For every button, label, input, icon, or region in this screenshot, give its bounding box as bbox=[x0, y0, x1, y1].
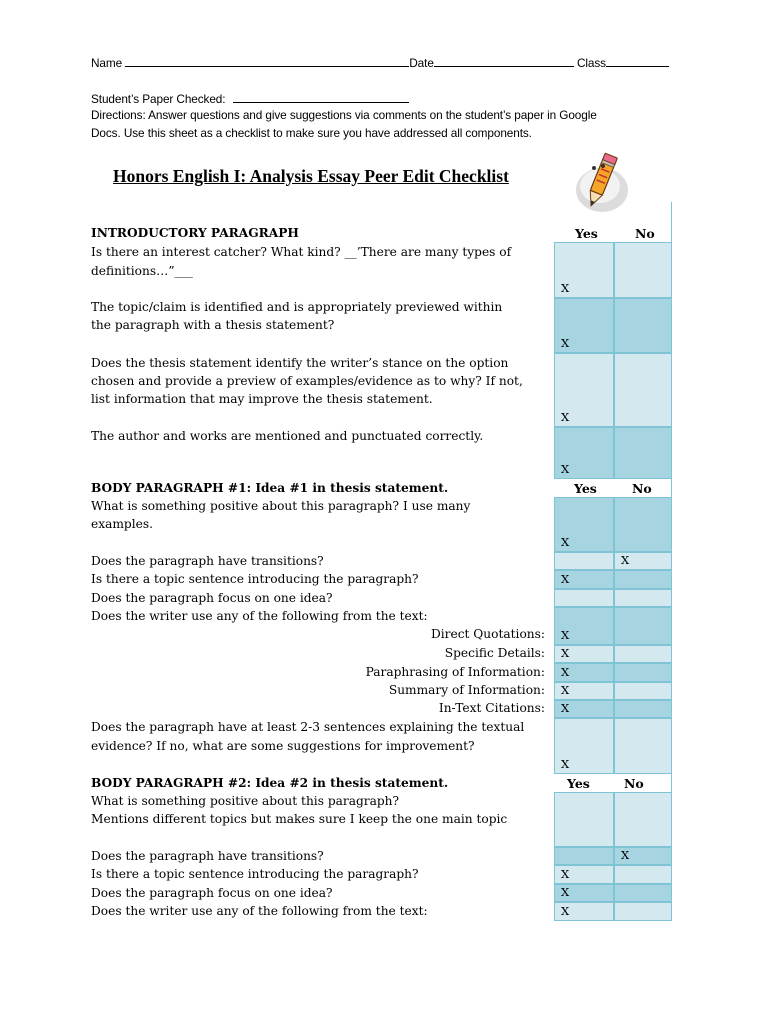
intro-q4: The author and works are mentioned and punctuated correctly. bbox=[91, 429, 484, 443]
check-mark: X bbox=[561, 665, 570, 679]
body1-yes-header: Yes bbox=[574, 481, 597, 496]
body1-sub2: Specific Details: bbox=[444, 646, 545, 660]
body2-q2-yes-cell[interactable] bbox=[554, 847, 614, 865]
body1-sub5-yes-cell[interactable] bbox=[554, 700, 614, 718]
date-blank[interactable] bbox=[434, 55, 574, 67]
paper-checked-blank[interactable] bbox=[233, 91, 409, 103]
body1-q3-no-cell[interactable] bbox=[614, 570, 672, 589]
body2-q5-yes-cell[interactable] bbox=[554, 902, 614, 921]
check-mark: X bbox=[621, 553, 630, 567]
body1-sub1-yes-cell[interactable] bbox=[554, 607, 614, 645]
body2-q3: Is there a topic sentence introducing the paragraph? bbox=[91, 867, 419, 881]
body1-sub4-no-cell[interactable] bbox=[614, 682, 672, 700]
body1-sub4-yes-cell[interactable] bbox=[554, 682, 614, 700]
intro-q1-line1: Is there an interest catcher? What kind? __’There are many types of bbox=[91, 245, 512, 259]
body1-q1-line2: examples. bbox=[91, 517, 153, 531]
body1-sub5-no-cell[interactable] bbox=[614, 700, 672, 718]
intro-q2-no-cell[interactable] bbox=[614, 298, 672, 353]
body2-q1-line1: What is something positive about this paragraph? bbox=[91, 794, 400, 808]
check-mark: X bbox=[561, 281, 570, 295]
body1-q2-no-cell[interactable] bbox=[614, 552, 672, 570]
body1-sub3: Paraphrasing of Information: bbox=[365, 665, 545, 679]
check-mark: X bbox=[561, 683, 570, 697]
intro-q3-line3: list information that may improve the thesis statement. bbox=[91, 392, 433, 406]
body1-sub1-no-cell[interactable] bbox=[614, 607, 672, 645]
table-top-border bbox=[671, 202, 672, 242]
intro-yes-header: Yes bbox=[575, 226, 598, 241]
check-mark: X bbox=[561, 646, 570, 660]
intro-q4-yes-cell[interactable] bbox=[554, 427, 614, 479]
body1-q4-yes-cell[interactable] bbox=[554, 589, 614, 607]
intro-q1-no-cell[interactable] bbox=[614, 242, 672, 298]
body1-q3: Is there a topic sentence introducing the paragraph? bbox=[91, 572, 419, 586]
name-line bbox=[91, 55, 669, 70]
body2-q3-yes-cell[interactable] bbox=[554, 865, 614, 884]
body2-q5: Does the writer use any of the following from the text: bbox=[91, 904, 428, 918]
body1-q3-yes-cell[interactable] bbox=[554, 570, 614, 589]
body1-q6-yes-cell[interactable] bbox=[554, 718, 614, 774]
check-mark: X bbox=[561, 535, 570, 549]
body1-q1-line1: What is something positive about this paragraph? I use many bbox=[91, 499, 471, 513]
pencil-clipart-icon bbox=[570, 146, 630, 216]
body2-q2-no-cell[interactable] bbox=[614, 847, 672, 865]
check-mark: X bbox=[561, 462, 570, 476]
check-mark: X bbox=[561, 572, 570, 586]
class-label: Class bbox=[576, 56, 606, 70]
body2-q1-yes-cell[interactable] bbox=[554, 792, 614, 847]
intro-q3-line1: Does the thesis statement identify the writer’s stance on the option bbox=[91, 356, 509, 370]
intro-q1-yes-cell[interactable] bbox=[554, 242, 614, 298]
intro-q2-line1: The topic/claim is identified and is appropriately previewed within bbox=[91, 300, 503, 314]
body1-sub5: In-Text Citations: bbox=[438, 701, 545, 715]
body1-sub1: Direct Quotations: bbox=[431, 627, 545, 641]
date-label: Date bbox=[409, 56, 434, 70]
body1-q5: Does the writer use any of the following from the text: bbox=[91, 609, 428, 623]
body2-no-header: No bbox=[624, 776, 644, 791]
body2-header-border bbox=[671, 774, 672, 792]
body2-q4-yes-cell[interactable] bbox=[554, 884, 614, 902]
body1-q6-line2: evidence? If no, what are some suggestions for improvement? bbox=[91, 739, 475, 753]
intro-q3-line2: chosen and provide a preview of examples/evidence as to why? If not, bbox=[91, 374, 523, 388]
name-label: Name bbox=[91, 56, 123, 70]
check-mark: X bbox=[561, 904, 570, 918]
body2-q1-line2: Mentions different topics but makes sure I keep the one main topic bbox=[91, 812, 508, 826]
check-mark: X bbox=[621, 848, 630, 862]
body1-no-header: No bbox=[632, 481, 652, 496]
check-mark: X bbox=[561, 701, 570, 715]
check-mark: X bbox=[561, 757, 570, 771]
body1-heading: BODY PARAGRAPH #1: Idea #1 in thesis statement. bbox=[91, 481, 449, 495]
body1-q2-yes-cell[interactable] bbox=[554, 552, 614, 570]
body1-sub3-yes-cell[interactable] bbox=[554, 663, 614, 682]
intro-q3-no-cell[interactable] bbox=[614, 353, 672, 427]
body2-yes-header: Yes bbox=[567, 776, 590, 791]
intro-no-header: No bbox=[635, 226, 655, 241]
body2-q4: Does the paragraph focus on one idea? bbox=[91, 886, 333, 900]
intro-q2-yes-cell[interactable] bbox=[554, 298, 614, 353]
check-mark: X bbox=[561, 867, 570, 881]
check-mark: X bbox=[561, 410, 570, 424]
body2-q3-no-cell[interactable] bbox=[614, 865, 672, 884]
body1-q1-yes-cell[interactable] bbox=[554, 497, 614, 552]
body1-sub2-no-cell[interactable] bbox=[614, 645, 672, 663]
page-title: Honors English I: Analysis Essay Peer Edit Checklist bbox=[113, 166, 509, 186]
intro-q1-line2: definitions…”___ bbox=[91, 264, 193, 278]
intro-q2-line2: the paragraph with a thesis statement? bbox=[91, 318, 335, 332]
check-mark: X bbox=[561, 885, 570, 899]
body1-q4-no-cell[interactable] bbox=[614, 589, 672, 607]
body1-header-border bbox=[671, 479, 672, 497]
body1-q4: Does the paragraph focus on one idea? bbox=[91, 591, 333, 605]
intro-heading: INTRODUCTORY PARAGRAPH bbox=[91, 226, 299, 240]
body2-q4-no-cell[interactable] bbox=[614, 884, 672, 902]
body1-q1-no-cell[interactable] bbox=[614, 497, 672, 552]
check-mark: X bbox=[561, 336, 570, 350]
paper-checked-line bbox=[91, 91, 409, 106]
check-mark: X bbox=[561, 628, 570, 642]
directions-line-1: Directions: Answer questions and give suggestions via comments on the student’s paper in Google bbox=[91, 108, 597, 122]
body1-q6-no-cell[interactable] bbox=[614, 718, 672, 774]
intro-q4-no-cell[interactable] bbox=[614, 427, 672, 479]
body2-q2: Does the paragraph have transitions? bbox=[91, 849, 324, 863]
body1-sub4: Summary of Information: bbox=[388, 683, 545, 697]
intro-q3-yes-cell[interactable] bbox=[554, 353, 614, 427]
body2-q5-no-cell[interactable] bbox=[614, 902, 672, 921]
body2-q1-no-cell[interactable] bbox=[614, 792, 672, 847]
name-blank[interactable] bbox=[125, 55, 409, 67]
body1-q6-line1: Does the paragraph have at least 2-3 sentences explaining the textual bbox=[91, 720, 525, 734]
body1-q2: Does the paragraph have transitions? bbox=[91, 554, 324, 568]
directions-line-2: Docs. Use this sheet as a checklist to make sure you have addressed all components. bbox=[91, 126, 532, 140]
body1-sub3-no-cell[interactable] bbox=[614, 663, 672, 682]
paper-checked-label: Student’s Paper Checked: bbox=[91, 92, 226, 106]
body1-sub2-yes-cell[interactable] bbox=[554, 645, 614, 663]
class-blank[interactable] bbox=[606, 55, 669, 67]
body2-heading: BODY PARAGRAPH #2: Idea #2 in thesis statement. bbox=[91, 776, 449, 790]
